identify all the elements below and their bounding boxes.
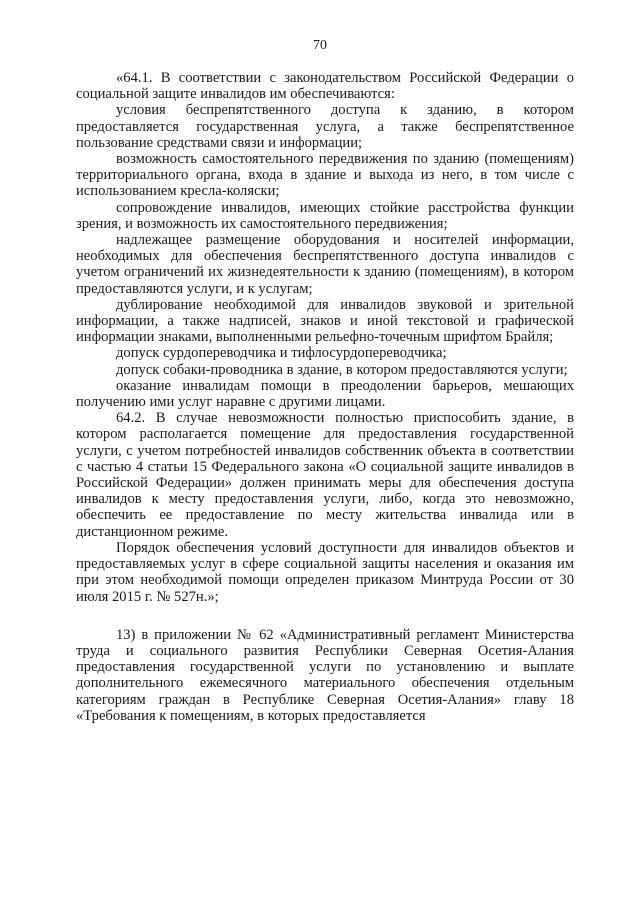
paragraph-64-1-intro: «64.1. В соответствии с законодательством Российской Федерации о социальной защите инвалидов им обеспечиваются:: [76, 70, 574, 103]
section-gap: [76, 605, 574, 627]
list-item-barrier-assistance: оказание инвалидам помощи в преодолении барьеров, мешающих получению ими услуг наравне с другими лицами.: [76, 377, 574, 411]
paragraph-accessibility-order: Порядок обеспечения условий доступности для инвалидов объектов и предоставляемых услуг в сфере социальной защиты населения и оказания им при этом необходимой помощи определен приказом Минтруда России от 30 июля 2015 г. № 527н.»;: [76, 539, 574, 605]
document-body: [76, 70, 574, 724]
list-item-sign-interpreter: допуск сурдопереводчика и тифлосурдопереводчика;: [116, 345, 447, 362]
paragraph-64-2: 64.2. В случае невозможности полностью приспособить здание, в котором располагается помещение для предоставления государственной услуги, с учетом потребностей инвалидов собственник объекта в соответствии с частью 4 статьи 15 Федерального закона «О социальной защите инвалидов в Российской Федерации» должен принимать меры для обеспечения доступа инвалидов к месту предоставления услуги, либо, когда это невозможно, обеспечить ее предоставление по месту жительства инвалида или в дистанционном режиме.: [76, 410, 574, 540]
paragraph-item-13: 13) в приложении № 62 «Административный регламент Министерства труда и социального развития Республики Северная Осетия-Алания предоставления государственной услуги по установлению и выплате дополнительного ежемесячного материального обеспечения отдельным категориям граждан в Республике Северная Осетия-Алания» главу 18 «Требования к помещениям, в которых предоставляется: [76, 626, 574, 724]
list-item-building-access: условия беспрепятственного доступа к зданию, в котором предоставляется государственная услуга, а также беспрепятственное пользование средствами связи и информации;: [76, 102, 574, 151]
list-item-equipment-placement: надлежащее размещение оборудования и носителей информации, необходимых для обеспечения беспрепятственного доступа инвалидов с учетом ограничений их жизнедеятельности к зданию (помещениям), в котором предоставляются услуги, и к услугам;: [76, 232, 574, 297]
page-number: 70: [313, 38, 327, 53]
list-item-guide-dog: допуск собаки-проводника в здание, в котором предоставляются услуги;: [116, 361, 568, 378]
list-item-independent-movement: возможность самостоятельного передвижения по зданию (помещениям) территориального органа, входа в здание и выхода из него, в том числе с использованием кресла-коляски;: [76, 151, 574, 200]
list-item-escort: сопровождение инвалидов, имеющих стойкие расстройства функции зрения, и возможность их самостоятельного передвижения;: [76, 199, 574, 232]
list-item-information-duplication: дублирование необходимой для инвалидов звуковой и зрительной информации, а также надписей, знаков и иной текстовой и графической информации знаками, выполненными рельефно-точечным шрифтом Брайля;: [76, 296, 574, 346]
